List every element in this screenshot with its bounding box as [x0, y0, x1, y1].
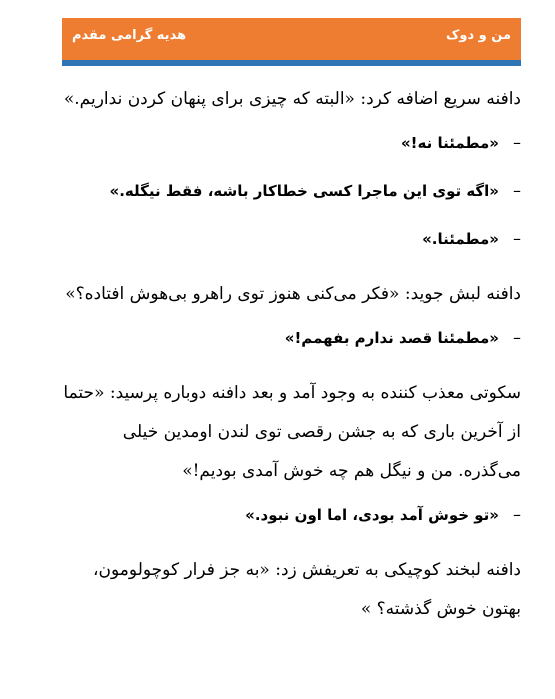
dialogue-line-2 [62, 179, 521, 203]
header-accent-strip [62, 60, 521, 66]
dialogue-dash: – [513, 181, 521, 200]
paragraph-3: سکوتی معذب کننده به وجود آمد و بعد دافنه دوباره پرسید: «حتما از آخرین باری که به جشن رقصی توی لندن اومدین خیلی می‌گذره. من و نیگل هم چه خوش آمدی بودیم!» [63, 383, 521, 481]
page-content [62, 80, 521, 638]
dialogue-dash: – [513, 505, 521, 524]
dialogue-text: «مطمئنا قصد ندارم بفهمم!» [284, 329, 499, 347]
dialogue-line-1 [62, 131, 521, 155]
dialogue-line-4 [62, 326, 521, 350]
paragraph-2: دافنه لبش جوید: «فکر می‌کنی هنوز توی راهرو بی‌هوش افتاده؟» [65, 284, 521, 304]
dialogue-text: «اگه توی این ماجرا کسی خطاکار باشه، فقط نیگله.» [109, 182, 499, 200]
dialogue-dash: – [513, 133, 521, 152]
dialogue-line-5 [62, 503, 521, 527]
dialogue-text: «مطمئنا نه!» [400, 134, 499, 152]
dedication-text: هدیه گرامی مقدم [72, 28, 187, 43]
paragraph-4: دافنه لبخند کوچیکی به تعریفش زد: «به جز فرار کوچولومون، بهتون خوش گذشته؟ » [93, 560, 521, 619]
paragraph-1: دافنه سریع اضافه کرد: «البته که چیزی برای پنهان کردن نداریم.» [63, 89, 521, 109]
dialogue-dash: – [513, 328, 521, 347]
dialogue-line-3 [62, 227, 521, 251]
dialogue-text: «مطمئنا.» [422, 230, 499, 248]
book-title: من و دوک [446, 28, 511, 43]
dialogue-text: «تو خوش آمد بودی، اما اون نبود.» [245, 506, 499, 524]
dialogue-dash: – [513, 229, 521, 248]
chapter-header-bar [62, 18, 521, 60]
